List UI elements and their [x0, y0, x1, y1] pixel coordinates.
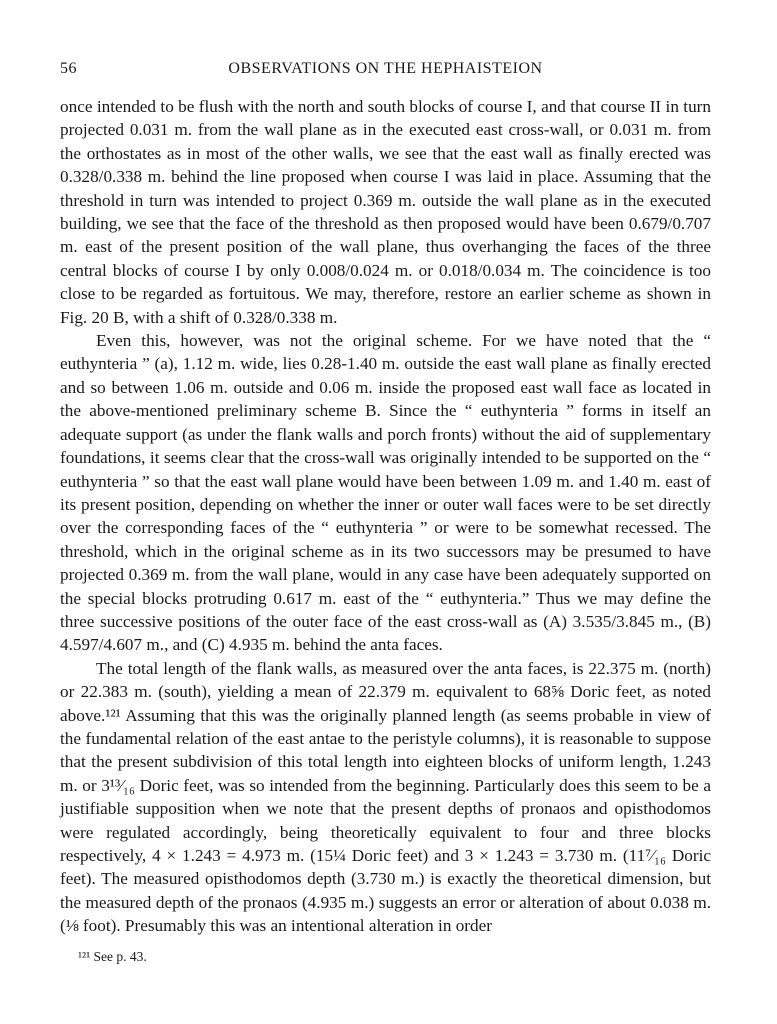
body-text [60, 95, 711, 938]
running-head: OBSERVATIONS ON THE HEPHAISTEION [228, 60, 543, 77]
paragraph-3: The total length of the flank walls, as measured over the anta faces, is 22.375 m. (north) or 22.383 m. (south), yielding a mean of 22.379 m. equivalent to 68⅝ Doric feet, as noted above.¹²¹ Assuming that this was the originally planned length (as seems probable in view of the fundamental relation of the east antae to the peristyle columns), it is reasonable to suppose that the present subdivision of this total length into eighteen blocks of uniform length, 1.243 m. or 3¹³⁄₁₆ Doric feet, was so intended from the beginning. Particularly does this seem to be a justifiable supposition when we note that the present depths of pronaos and opisthodomos were regulated accordingly, being theoretically equivalent to four and three blocks respectively, 4 × 1.243 = 4.973 m. (15¼ Doric feet) and 3 × 1.243 = 3.730 m. (11⁷⁄₁₆ Doric feet). The measured opisthodomos depth (3.730 m.) is exactly the theoretical dimension, but the measured depth of the pronaos (4.935 m.) suggests an error or alteration of about 0.038 m. (⅛ foot). Presumably this was an intentional alteration in order [60, 658, 711, 936]
page-number: 56 [60, 60, 77, 77]
paragraph-2: Even this, however, was not the original scheme. For we have noted that the “ euthynteria ” (a), 1.12 m. wide, lies 0.28-1.40 m. outside the east wall plane as finally erected and so between 1.06 m. outside and 0.06 m. inside the proposed east wall face as located in the above-mentioned preliminary scheme B. Since the “ euthynteria ” forms in itself an adequate support (as under the flank walls and porch fronts) without the aid of supplementary foundations, it seems clear that the cross-wall was originally intended to be supported on the “ euthynteria ” so that the east wall plane would have been between 1.09 m. and 1.40 m. east of its present position, depending on whether the inner or outer wall faces were to be set directly over the corresponding faces of the “ euthynteria ” or were to be somewhat recessed. The threshold, which in the original scheme as in its two successors may be presumed to have projected 0.369 m. from the wall plane, would in any case have been adequately supported on the special blocks protruding 0.617 m. east of the “ euthynteria.” Thus we may define the three successive positions of the outer face of the east cross-wall as (A) 3.535/3.845 m., (B) 4.597/4.607 m., and (C) 4.935 m. behind the anta faces. [60, 331, 711, 655]
footnote: ¹²¹ See p. 43. [78, 949, 147, 964]
page-header [60, 60, 711, 84]
paragraph-1: once intended to be flush with the north and south blocks of course I, and that course II in turn projected 0.031 m. from the wall plane as in the executed east cross-wall, or 0.031 m. from the orthostates as in most of the other walls, we see that the east wall as finally erected was 0.328/0.338 m. behind the line proposed when course I was laid in place. Assuming that the threshold in turn was intended to project 0.369 m. outside the wall plane as in the executed building, we see that the face of the threshold as then proposed would have been 0.679/0.707 m. east of the present position of the wall plane, thus overhanging the faces of the three central blocks of course I by only 0.008/0.024 m. or 0.018/0.034 m. The coincidence is too close to be regarded as fortuitous. We may, therefore, restore an earlier scheme as shown in Fig. 20 B, with a shift of 0.328/0.338 m. [60, 97, 711, 327]
